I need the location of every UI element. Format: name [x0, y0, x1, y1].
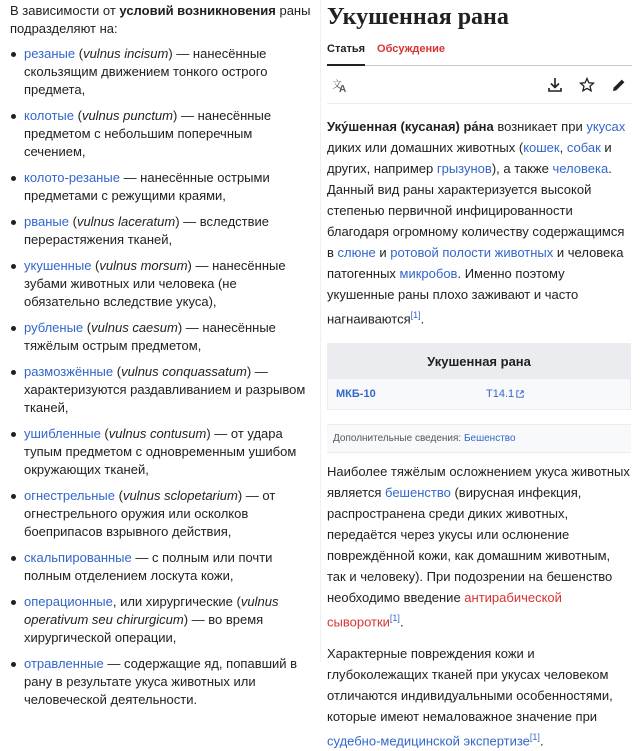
infobox-value-mkb10[interactable] [486, 388, 524, 400]
text: и [375, 245, 391, 260]
link-gryzuny[interactable]: грызунов [436, 161, 492, 176]
translate-icon[interactable] [327, 72, 353, 98]
link-sobaki[interactable]: собак [566, 140, 601, 155]
intro-text [10, 2, 312, 38]
reference-link[interactable]: [1] [410, 310, 421, 320]
list-item: укушенные (vulnus morsum) — нанесённые зубами животных или человека (не обязательно вследствие укуса), [10, 257, 312, 311]
latin-term: vulnus contusum [108, 426, 207, 441]
latin-term: vulnus punctum [81, 108, 173, 123]
latin-term: vulnus morsum [99, 258, 188, 273]
text: . [399, 614, 404, 630]
intro-bold: условий возникновения [119, 3, 276, 18]
list-item: размозжённые (vulnus conquassatum) — характеризуются раздавливанием и разрывом тканей, [10, 363, 312, 417]
text: диких или домашних животных ( [327, 140, 524, 155]
link-ukusy[interactable]: укусах [586, 119, 626, 134]
text: . Данный вид раны характеризуется высокой степенью первичной инфицированности благодаря огромному количеству содержащимся в [327, 161, 625, 260]
link-otravlennye[interactable]: отравленные [24, 656, 104, 671]
link-chelovek[interactable]: человека [552, 161, 609, 176]
reference-link[interactable]: [1] [529, 731, 540, 742]
item-desc: — содержащие яд, попавший в рану в результате укуса животных или человеческой деятельности. [24, 656, 298, 707]
text: . [420, 311, 425, 327]
link-rvanye[interactable]: рваные [24, 214, 69, 229]
article-pane [320, 0, 640, 748]
text: . Именно поэтому укушенные раны плохо заживают и часто нагнаиваются [327, 266, 579, 327]
link-ushiblennye[interactable]: ушибленные [24, 426, 101, 441]
list-item: огнестрельные (vulnus sclopetarium) — от огнестрельного оружия или осколков боеприпасов взрывного действия, [10, 487, 312, 541]
link-rotovaya-polost[interactable]: ротовой полости животных [390, 245, 554, 260]
infobox-key-mkb10[interactable]: МКБ-10 [336, 388, 376, 401]
link-sudebno-meditsinskaya-ekspertiza[interactable]: судебно-медицинской экспертизе [327, 732, 530, 748]
item-desc: — нанесённые острыми предметами с режущими краями, [24, 170, 270, 203]
latin-term: vulnus conquassatum [121, 364, 247, 379]
link-skalpirovannye[interactable]: скальпированные [24, 550, 132, 565]
link-kolotye[interactable]: колотые [24, 108, 74, 123]
item-desc: — от огнестрельного оружия или осколков боеприпасов взрывного действия, [24, 488, 276, 539]
intro-pre: В зависимости от [10, 3, 120, 18]
list-item [10, 169, 312, 205]
list-item: рваные (vulnus laceratum) — вследствие перерастяжения тканей, [10, 213, 312, 249]
text: возникает при [493, 119, 587, 134]
text: . [539, 732, 544, 748]
link-koshki[interactable]: кошек [523, 140, 560, 155]
tab-article[interactable]: Статья [327, 42, 365, 66]
link-slyuna[interactable]: слюне [337, 245, 376, 260]
list-item: резаные (vulnus incisum) — нанесённые скользящим движением тонкого острого предмета, [10, 45, 312, 99]
link-antirabicheskaya-syvorotka[interactable]: антирабической сыворотки [327, 590, 562, 630]
item-desc: — характеризуются раздавливанием и разрывом тканей, [24, 364, 306, 415]
wound-types-pane [0, 0, 320, 707]
link-beshenstvo[interactable]: бешенство [385, 485, 451, 501]
link-ognestrelnye[interactable]: огнестрельные [24, 488, 115, 503]
term-bold: Уку́шенная (кусаная) ра́на [327, 119, 494, 134]
download-icon[interactable] [542, 72, 568, 98]
external-link-icon [516, 390, 524, 398]
page-title: Укушенная рана [327, 4, 509, 30]
latin-term: vulnus laceratum [76, 214, 176, 229]
article-tabs [327, 42, 632, 66]
hatnote-text: Дополнительные сведения: [333, 433, 464, 445]
hatnote [327, 424, 631, 453]
text: ), а также [491, 161, 553, 176]
link-koloto-rezanye[interactable]: колото-резаные [24, 170, 120, 185]
item-desc: — нанесённые предметом с небольшим поперечным сечением, [24, 108, 272, 159]
link-mikroby[interactable]: микробов [399, 266, 458, 281]
star-icon[interactable] [574, 72, 600, 98]
svg-text:A: A [339, 83, 347, 95]
tab-discussion[interactable]: Обсуждение [377, 43, 446, 55]
item-desc: ) — во время хирургической операции, [24, 612, 264, 645]
link-operatsionnye[interactable]: операционные [24, 594, 113, 609]
infobox-value-text[interactable]: T14.1 [486, 388, 515, 401]
link-razmozzhennye[interactable]: размозжённые [24, 364, 114, 379]
intro-paragraph [327, 116, 632, 329]
list-item: колотые (vulnus punctum) — нанесённые предметом с небольшим поперечным сечением, [10, 107, 312, 161]
intro-post: раны подразделяют на: [10, 3, 311, 36]
text: , [559, 140, 567, 155]
link-beshenstvo-hatnote[interactable]: Бешенство [463, 433, 516, 445]
text: (вирусная инфекция, распространена среди диких животных, передаётся через укусы или ослюнение повреждённой кожи, как домашним животным, так и человеку). При подозрении на бешенство необходимо введение [327, 485, 613, 606]
item-desc: — нанесённые зубами животных или человека (не обязательно вследствие укуса), [24, 258, 286, 309]
text: Характерные повреждения кожи и глубоколежащих тканей при укусах человеком отличаются индивидуальными особенностями, которые имеют немаловажное значение при [327, 645, 613, 724]
infobox-header: Укушенная рана [328, 344, 630, 379]
link-ukushennye[interactable]: укушенные [24, 258, 92, 273]
text: Наиболее тяжёлым осложнением укуса животных является [327, 464, 630, 501]
infobox [327, 343, 631, 410]
wound-types-list [10, 45, 312, 709]
item-desc: — от удара тупым предметом с одновременным ушибом окружающих тканей, [24, 426, 297, 477]
item-pre-latin: , или хирургические ( [112, 594, 241, 609]
text: и других, например [327, 140, 612, 176]
article-toolbar [327, 66, 632, 104]
link-rezanye[interactable]: резаные [24, 46, 76, 61]
latin-term: vulnus sclopetarium [122, 488, 238, 503]
list-item [10, 655, 312, 709]
item-desc: — нанесённые скользящим движением тонкого острого предмета, [24, 46, 268, 97]
text: и человека патогенных [327, 245, 624, 281]
forensic-paragraph [327, 643, 632, 751]
item-desc: — нанесённые тяжёлым острым предметом, [24, 320, 276, 353]
item-desc: — с полным или почти полным отделением лоскута кожи, [24, 550, 273, 583]
link-rublenye[interactable]: рубленые [24, 320, 84, 335]
latin-term: vulnus operativum seu chirurgicum [24, 594, 279, 627]
latin-term: vulnus caesum [91, 320, 178, 335]
pencil-icon[interactable] [606, 72, 632, 98]
list-item [10, 593, 312, 647]
list-item: рубленые (vulnus caesum) — нанесённые тяжёлым острым предметом, [10, 319, 312, 355]
reference-link[interactable]: [1] [389, 613, 400, 624]
latin-term: vulnus incisum [83, 46, 169, 61]
infobox-row [328, 379, 630, 409]
svg-text:文: 文 [332, 79, 342, 91]
item-desc: — вследствие перерастяжения тканей, [24, 214, 270, 247]
list-item: ушибленные (vulnus contusum) — от удара тупым предметом с одновременным ушибом окружающих тканей, [10, 425, 312, 479]
list-item [10, 549, 312, 585]
rabies-paragraph [327, 461, 632, 632]
